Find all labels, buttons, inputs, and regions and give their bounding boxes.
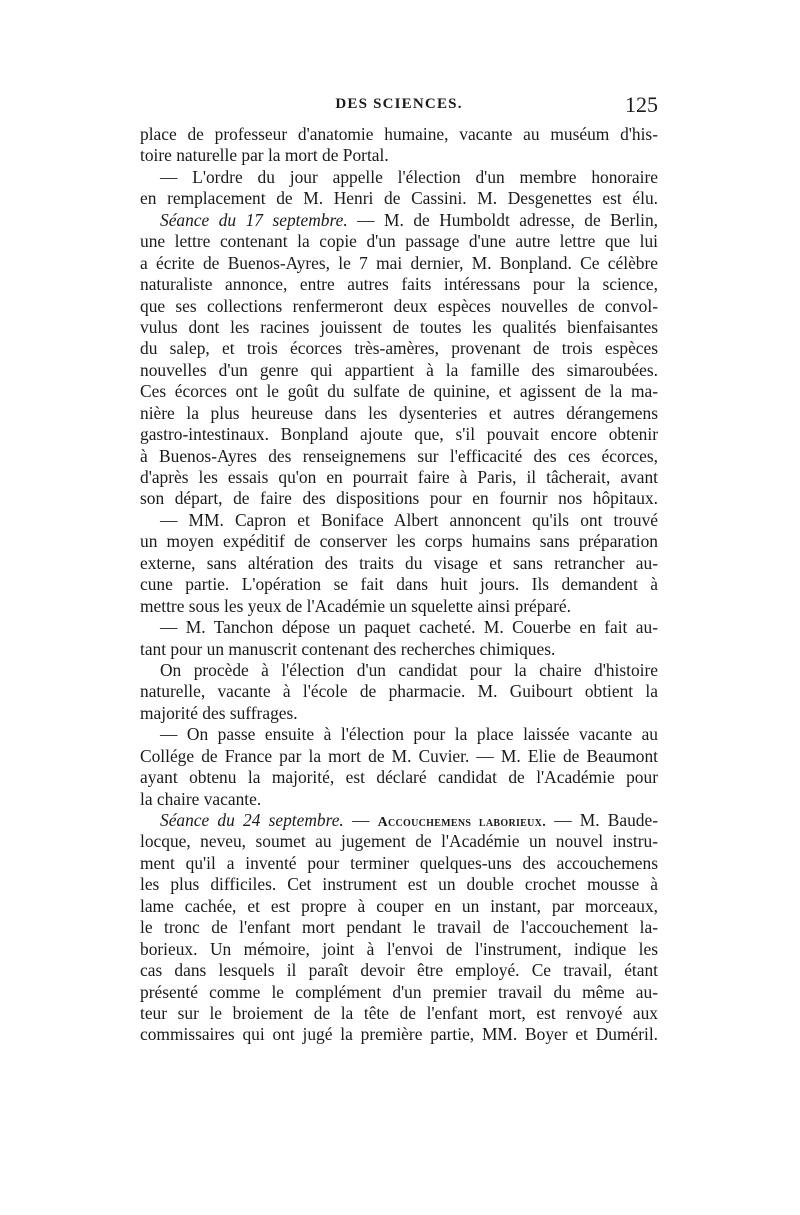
text-line: toire naturelle par la mort de Portal. — [140, 145, 389, 166]
text-line: à Buenos-Ayres des renseignemens sur l'efficacité des ces écorces, — [140, 445, 658, 466]
text-line: place de professeur d'anatomie humaine, vacante au muséum d'his- — [140, 124, 658, 144]
text-line: — L'ordre du jour appelle l'élection d'un membre honoraire — [160, 166, 658, 187]
session-date: Séance du 17 septembre. — [160, 209, 348, 230]
text-line: teur sur le broiement de la tête de l'enfant mort, est renvoyé aux — [140, 1002, 658, 1023]
text-line: — MM. Capron et Boniface Albert annoncent qu'ils ont trouvé — [160, 509, 658, 530]
text-line: la chaire vacante. — [140, 788, 262, 809]
text-line: que ses collections renfermeront deux espèces nouvelles de convol- — [140, 295, 658, 316]
text-line: une lettre contenant la copie d'un passage d'une autre lettre que lui — [140, 231, 658, 252]
page-number: 125 — [625, 92, 658, 117]
text-line: borieux. Un mémoire, joint à l'envoi de l'instrument, indique les — [140, 938, 658, 959]
text-line: d'après les essais qu'on en pourrait faire à Paris, il tâcherait, avant — [140, 467, 658, 487]
text-line: Séance du 17 septembre. — M. de Humboldt adresse, de Berlin, — [160, 209, 658, 230]
text-line: cune partie. L'opération se fait dans huit jours. Ils demandent à — [140, 574, 658, 595]
body-text — [140, 124, 658, 1046]
text-line: Séance du 24 septembre. — Accouchemens laborieux. — M. Baude- — [160, 810, 658, 830]
text-line: commissaires qui ont jugé la première partie, MM. Boyer et Duméril. — [140, 1024, 658, 1045]
text-line: Collége de France par la mort de M. Cuvier. — M. Elie de Beaumont — [140, 745, 658, 766]
text-line: Ces écorces ont le goût du sulfate de quinine, et agissent de la ma- — [140, 381, 658, 402]
section-heading: Accouchemens laborieux. — [377, 815, 546, 830]
text-line: — On passe ensuite à l'élection pour la place laissée vacante au — [160, 724, 658, 745]
text-line: les plus difficiles. Cet instrument est un double crochet mousse à — [140, 874, 658, 895]
text-line: mettre sous les yeux de l'Académie un squelette ainsi préparé. — [140, 595, 571, 616]
text-line: son départ, de faire des dispositions pour en fournir nos hôpitaux. — [140, 488, 658, 509]
page-header — [140, 94, 658, 122]
text-line: nière la plus heureuse dans les dysenteries et autres dérangemens — [140, 402, 658, 423]
session-date: Séance du 24 septembre. — [160, 810, 344, 830]
text-line: en remplacement de M. Henri de Cassini. M. Desgenettes est élu. — [140, 188, 658, 209]
running-title: DES SCIENCES. — [335, 96, 463, 112]
text-line: On procède à l'élection d'un candidat pour la chaire d'histoire — [160, 659, 658, 680]
text-line: cas dans lesquels il paraît devoir être employé. Ce travail, étant — [140, 960, 658, 981]
text-line: — M. Tanchon dépose un paquet cacheté. M. Couerbe en fait au- — [160, 617, 658, 638]
text-line: majorité des suffrages. — [140, 702, 298, 723]
text-line: locque, neveu, soumet au jugement de l'Académie un nouvel instru- — [140, 831, 658, 852]
text-line: un moyen expéditif de conserver les corps humains sans préparation — [140, 531, 658, 552]
text-line: externe, sans altération des traits du visage et sans retrancher au- — [140, 552, 658, 573]
text-line: du salep, et trois écorces très-amères, provenant de trois espèces — [140, 338, 658, 359]
text-line: nouvelles d'un genre qui appartient à la famille des simaroubées. — [140, 359, 658, 380]
text-line: naturaliste annonce, entre autres faits intéressans pour la science, — [140, 274, 658, 295]
text-line: le tronc de l'enfant mort pendant le travail de l'accouchement la- — [140, 917, 658, 938]
text-line: naturelle, vacante à l'école de pharmacie. M. Guibourt obtient la — [140, 681, 658, 702]
text-line: a écrite de Buenos-Ayres, le 7 mai dernier, M. Bonpland. Ce célèbre — [140, 252, 658, 273]
text-line: ment qu'il a inventé pour terminer quelques-uns des accouchemens — [140, 852, 658, 873]
text-line: lame cachée, et est propre à couper en un instant, par morceaux, — [140, 895, 658, 916]
text-line: ayant obtenu la majorité, est déclaré candidat de l'Académie pour — [140, 767, 658, 788]
text-line: tant pour un manuscrit contenant des recherches chimiques. — [140, 638, 556, 659]
text-line: vulus dont les racines jouissent de toutes les qualités bienfaisantes — [140, 316, 658, 337]
text-line: présenté comme le complément d'un premier travail du même au- — [140, 981, 658, 1002]
text-line: gastro-intestinaux. Bonpland ajoute que, s'il pouvait encore obtenir — [140, 424, 658, 445]
